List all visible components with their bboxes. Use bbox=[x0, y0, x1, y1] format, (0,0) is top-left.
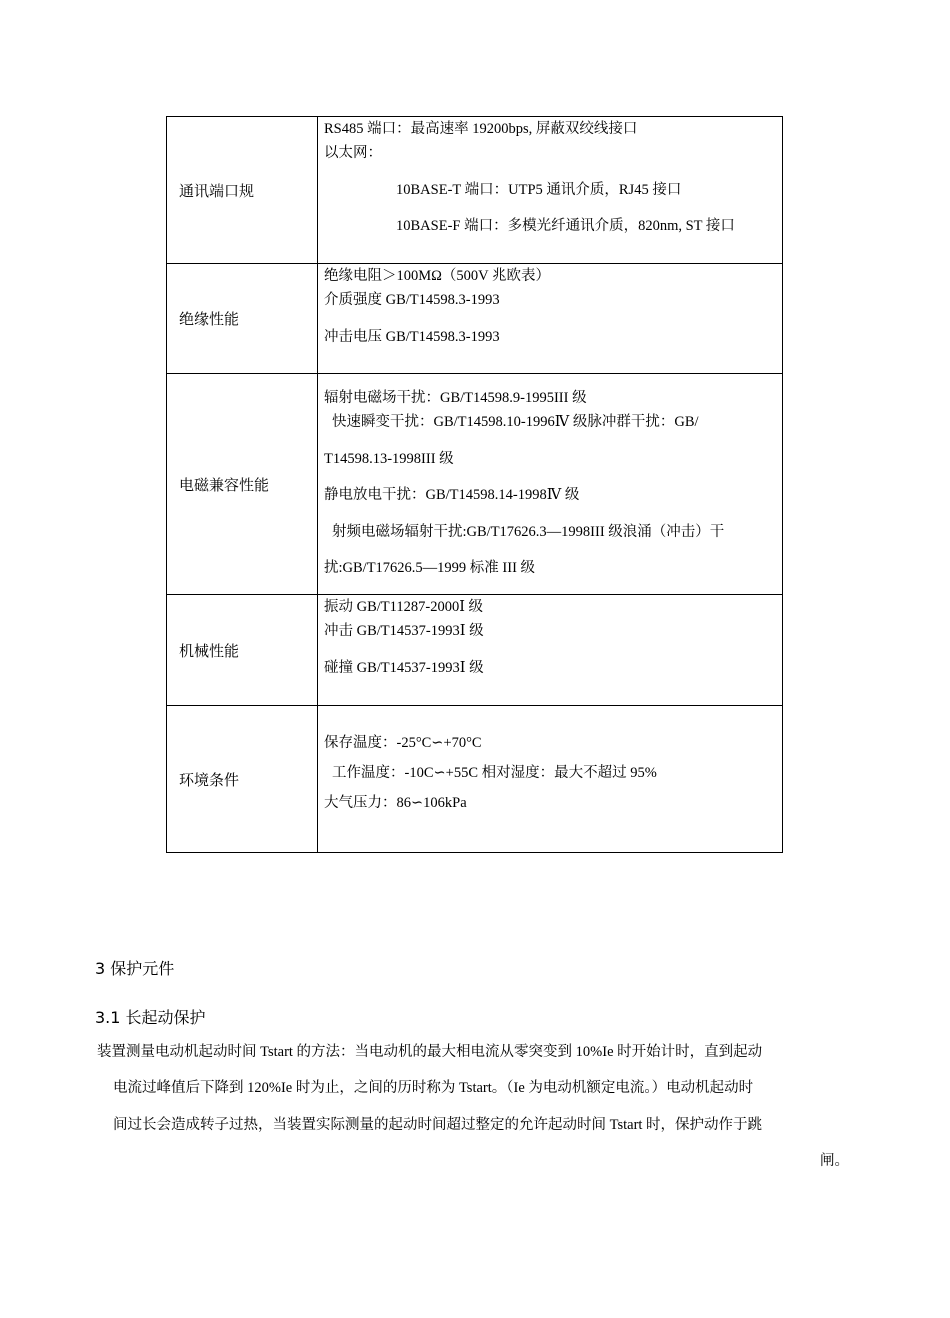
spec-line: 射频电磁场辐射干扰:GB/T17626.3—1998III 级浪涌（冲击）干 bbox=[332, 523, 725, 540]
row-content bbox=[318, 374, 783, 595]
paragraph-line: 闸。 bbox=[820, 1153, 849, 1169]
spec-line: 大气压力：86∽106kPa bbox=[324, 794, 467, 811]
table-row bbox=[167, 117, 783, 264]
spec-line: 冲击 GB/T14537-1993Ⅰ 级 bbox=[324, 623, 484, 639]
spec-line: 碰撞 GB/T14537-1993Ⅰ 级 bbox=[324, 659, 484, 676]
row-label: 电磁兼容性能 bbox=[167, 374, 318, 595]
spec-line: 辐射电磁场干扰：GB/T14598.9-1995III 级 bbox=[324, 390, 587, 406]
spec-line: 扰:GB/T17626.5—1999 标准 III 级 bbox=[324, 560, 536, 576]
table-row bbox=[167, 706, 783, 853]
row-content bbox=[318, 595, 783, 706]
spec-table bbox=[166, 116, 783, 853]
table-row bbox=[167, 374, 783, 595]
spec-line: RS485 端口：最高速率 19200bps, 屏蔽双绞线接口 bbox=[324, 121, 638, 137]
spec-line: 快速瞬变干扰：GB/T14598.10-1996Ⅳ 级脉冲群干扰：GB/ bbox=[332, 414, 699, 430]
table-row bbox=[167, 595, 783, 706]
paragraph-line: 装置测量电动机起动时间 Tstart 的方法：当电动机的最大相电流从零突变到 10%Ie 时开始计时，直到起动 bbox=[97, 1044, 763, 1060]
paragraph-line: 间过长会造成转子过热，当装置实际测量的起动时间超过整定的允许起动时间 Tstart 时，保护动作于跳 bbox=[113, 1117, 763, 1133]
section-heading: 3 保护元件 bbox=[95, 959, 175, 978]
spec-line: 10BASE-T 端口：UTP5 通讯介质，RJ45 接口 bbox=[396, 181, 682, 198]
row-label: 环境条件 bbox=[167, 706, 318, 853]
spec-line: 介质强度 GB/T14598.3-1993 bbox=[324, 292, 500, 308]
spec-line: 静电放电干扰：GB/T14598.14-1998Ⅳ 级 bbox=[324, 487, 580, 503]
row-label: 绝缘性能 bbox=[167, 264, 318, 374]
spec-line: 以太网： bbox=[324, 145, 382, 161]
spec-line: 绝缘电阻＞100MΩ（500V 兆欧表） bbox=[324, 268, 551, 284]
spec-line: 工作温度：-10C∽+55C 相对湿度：最大不超过 95% bbox=[332, 764, 657, 781]
spec-line: 振动 GB/T11287-2000Ⅰ 级 bbox=[324, 599, 484, 615]
row-content bbox=[318, 264, 783, 374]
subsection-heading: 3.1 长起动保护 bbox=[95, 1008, 206, 1027]
row-content bbox=[318, 117, 783, 264]
row-label: 机械性能 bbox=[167, 595, 318, 706]
spec-line: 保存温度：-25°C∽+70°C bbox=[324, 734, 482, 751]
table-row bbox=[167, 264, 783, 374]
paragraph-line: 电流过峰值后下降到 120%Ie 时为止，之间的历时称为 Tstart。（Ie 为电动机额定电流。）电动机起动时 bbox=[113, 1080, 754, 1096]
spec-line: T14598.13-1998III 级 bbox=[324, 450, 454, 467]
row-content bbox=[318, 706, 783, 853]
spec-line: 10BASE-F 端口：多模光纤通讯介质，820nm, ST 接口 bbox=[396, 218, 735, 234]
row-label: 通讯端口规 bbox=[167, 117, 318, 264]
spec-line: 冲击电压 GB/T14598.3-1993 bbox=[324, 328, 500, 345]
